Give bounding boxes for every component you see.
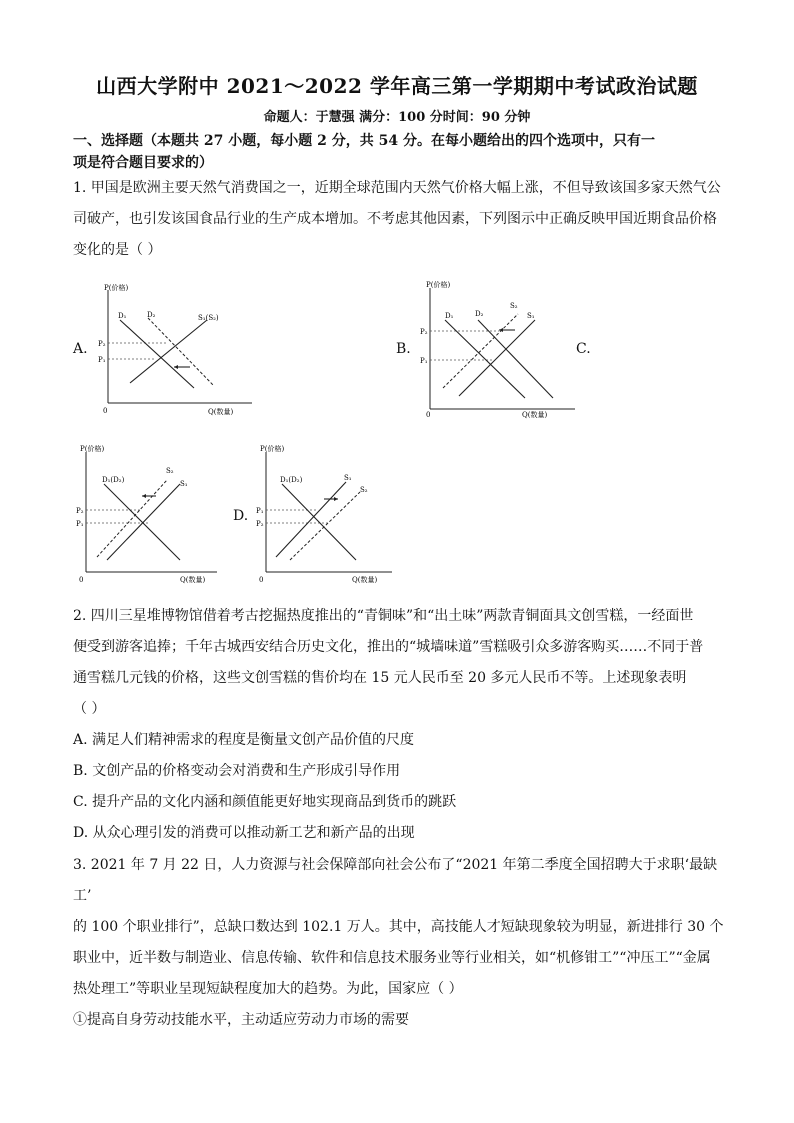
question-1 (73, 173, 725, 266)
section-heading-line-1: 一、选择题（本题共 27 小题，每小题 2 分，共 54 分。在每小题给出的四个选项中，只有一 (73, 133, 655, 149)
chart-b-p1: P₁ (420, 357, 428, 365)
question-1-line-3: 变化的是（ ） (73, 242, 162, 258)
question-3-line-3: 职业中，近半数与制造业、信息传输、软件和信息技术服务业等行业相关，如“机修钳工”“冲压工”“金属 (73, 950, 711, 966)
chart-c-s2-curve (97, 480, 167, 557)
chart-a-arrowhead (174, 365, 178, 369)
chart-d-s1-label: S₁ (344, 474, 352, 482)
page-title: 山西大学附中 2021～2022 学年高三第一学期期中考试政治试题 (96, 74, 698, 98)
option-d-label: D. (233, 508, 249, 524)
chart-b-p2: P₂ (420, 328, 428, 336)
chart-c-x-label: Q(数量) (180, 576, 206, 584)
chart-a-d1-label: D₁ (118, 312, 127, 320)
option-c-label: C. (576, 341, 591, 357)
question-2-line-4: （ ） (73, 701, 106, 717)
question-2-line-2: 便受到游客追捧；千年古城西安结合历史文化，推出的“城墙味道”雪糕吸引众多游客购买……不同于普 (73, 639, 704, 655)
question-2-option-b: B. 文创产品的价格变动会对消费和生产形成引导作用 (73, 763, 401, 779)
question-3 (73, 850, 725, 1036)
chart-a-y-label: P(价格) (104, 284, 129, 292)
chart-d-arrowhead (334, 497, 338, 501)
chart-b-d2-curve (478, 320, 553, 398)
chart-b-s2-curve (443, 314, 518, 388)
chart-d-s1-curve (276, 482, 346, 557)
chart-b (415, 278, 580, 423)
chart-a-p1: P₁ (98, 356, 106, 364)
question-1-line-2: 司破产，也引发该国食品行业的生产成本增加。不考虑其他因素，下列图示中正确反映甲国近期食品价格 (73, 211, 717, 227)
chart-c-y-label: P(价格) (80, 445, 105, 453)
question-3-line-1: 3. 2021 年 7 月 22 日，人力资源与社会保障部向社会公布了“2021 年第二季度全国招聘大于求职‘最缺工’ (73, 857, 718, 904)
chart-b-s1-label: S₁ (527, 312, 535, 320)
question-3-line-2: 的 100 个职业排行”，总缺口数达到 102.1 万人。其中，高技能人才短缺现象较为明显，新进排行 30 个 (73, 919, 724, 935)
chart-a-x-label: Q(数量) (208, 408, 234, 416)
chart-d-d-label: D₁(D₂) (280, 476, 303, 484)
chart-d-p1: P₁ (256, 507, 264, 515)
section-heading-line-2: 项是符合题目要求的） (73, 155, 213, 171)
chart-b-d2-label: D₂ (475, 310, 484, 318)
chart-c-s2-label: S₂ (166, 467, 174, 475)
chart-c-arrowhead (142, 494, 146, 498)
question-1-line-1: 1. 甲国是欧洲主要天然气消费国之一，近期全球范围内天然气价格大幅上涨，不但导致该国多家天然气公 (73, 180, 721, 196)
question-3-item-1: ①提高自身劳动技能水平，主动适应劳动力市场的需要 (73, 1012, 409, 1028)
option-b-label: B. (396, 341, 411, 357)
question-3-line-4: 热处理工”等职业呈现短缺程度加大的趋势。为此，国家应（ ） (73, 981, 463, 997)
chart-b-d1-label: D₁ (445, 312, 454, 320)
chart-d-y-label: P(价格) (260, 445, 285, 453)
question-2-option-a: A. 满足人们精神需求的程度是衡量文创产品价值的尺度 (73, 732, 415, 748)
chart-d-origin: 0 (259, 576, 264, 584)
chart-d-s2-curve (290, 492, 360, 560)
chart-d-x-label: Q(数量) (352, 576, 378, 584)
chart-d-s2-label: S₂ (360, 486, 368, 494)
chart-c-origin: 0 (79, 576, 84, 584)
chart-b-d1-curve (445, 320, 525, 398)
chart-d (252, 442, 397, 587)
section-heading (73, 130, 723, 174)
chart-b-x-label: Q(数量) (522, 411, 548, 419)
chart-d-p2: P₂ (256, 520, 264, 528)
chart-c-d-label: D₁(D₂) (102, 476, 125, 484)
chart-b-s2-label: S₂ (510, 302, 518, 310)
chart-a-d2-label: D₂ (147, 311, 156, 319)
exam-info: 命题人：于慧强 满分：100 分时间：90 分钟 (263, 110, 531, 125)
chart-a-origin: 0 (103, 407, 108, 415)
chart-c (72, 442, 222, 587)
chart-c-p1: P₁ (76, 520, 84, 528)
chart-a-p2: P₂ (98, 340, 106, 348)
chart-c-p2: P₂ (76, 507, 84, 515)
chart-c-s1-label: S₁ (180, 480, 188, 488)
question-2-option-c: C. 提升产品的文化内涵和颜值能更好地实现商品到货币的跳跃 (73, 794, 457, 810)
chart-b-y-label: P(价格) (426, 281, 451, 289)
chart-a-s-label: S₁(S₂) (198, 314, 219, 322)
question-2-line-1: 2. 四川三星堆博物馆借着考古挖掘热度推出的“青铜味”和“出土味”两款青铜面具文创雪糕，一经面世 (73, 608, 694, 624)
option-a-label: A. (73, 341, 88, 357)
question-2 (73, 601, 725, 725)
question-2-option-d: D. 从众心理引发的消费可以推动新工艺和新产品的出现 (73, 825, 415, 841)
chart-a-s-curve (130, 320, 207, 383)
chart-a (92, 280, 257, 420)
question-2-line-3: 通雪糕几元钱的价格，这些文创雪糕的售价均在 15 元人民币至 20 多元人民币不等。上述现象表明 (73, 670, 687, 686)
chart-d-d-curve (282, 484, 356, 560)
chart-b-origin: 0 (426, 411, 431, 419)
